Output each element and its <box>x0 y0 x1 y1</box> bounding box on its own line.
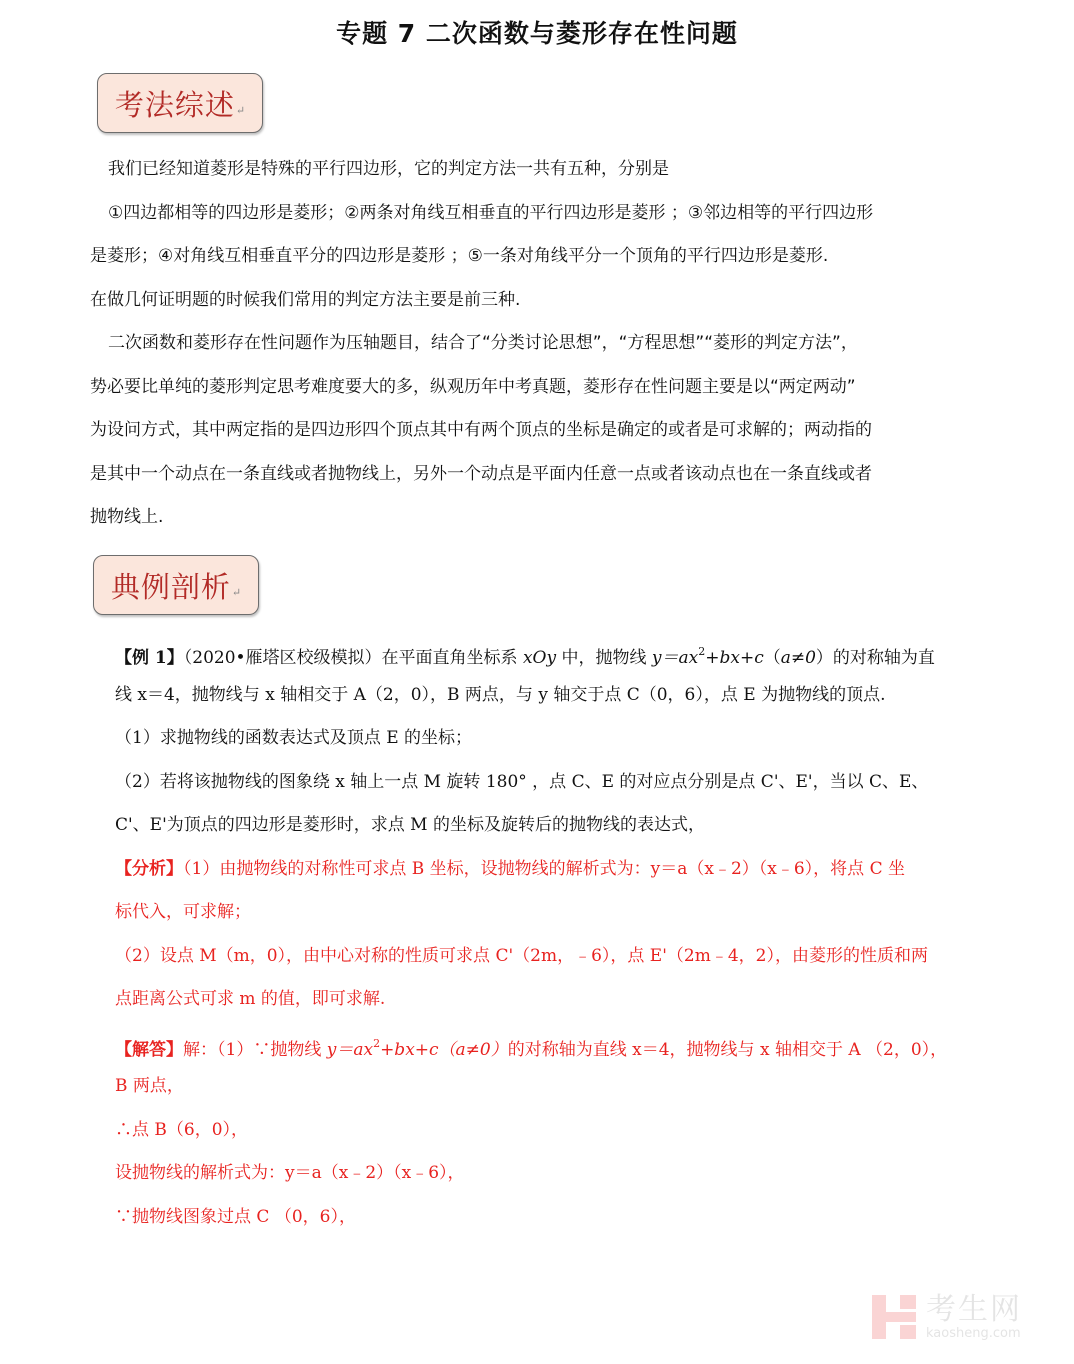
watermark <box>872 1290 1052 1344</box>
solution-tag: 【解答】 <box>115 1039 183 1060</box>
math-eq: a≠0 <box>780 648 816 668</box>
overview-line: 是其中一个动点在一条直线或者抛物线上，另外一个动点是平面内任意一点或者该动点也在一条直线或者 <box>90 463 872 484</box>
math-sup: 2 <box>698 645 706 658</box>
question-2-cont: C'、E'为顶点的四边形是菱形时，求点 M 的坐标及旋转后的抛物线的表达式， <box>115 815 705 835</box>
example-source: （2020•雁塔区校级模拟） <box>183 648 382 668</box>
section-header-label: 典例剖析 <box>110 569 231 604</box>
section-header-examples <box>93 555 259 615</box>
math-var: xOy <box>522 648 557 668</box>
overview-line: 为设问方式，其中两定指的是四边形四个顶点其中有两个顶点的坐标是确定的或者是可求解的；两动指的 <box>90 420 872 440</box>
math-sup: 2 <box>373 1036 381 1050</box>
example-text: ）的对称轴为直 <box>815 648 935 668</box>
solution-line-3: ∴点 B（6，0）， <box>115 1119 249 1140</box>
overview-paragraph <box>90 148 990 540</box>
example-line-2: 线 x＝4，抛物线与 x 轴相交于 A（2，0），B 两点，与 y 轴交于点 C（0，6），点 E 为抛物线的顶点. <box>115 684 886 705</box>
watermark-en: kaosheng.com <box>926 1325 1021 1341</box>
section-header-label: 考法综述 <box>114 87 235 122</box>
question-1: （1）求抛物线的函数表达式及顶点 E 的坐标； <box>115 728 473 748</box>
overview-line: 是菱形；④对角线互相垂直平分的四边形是菱形 ；⑤一条对角线平分一个顶角的平行四边形是菱形. <box>90 246 829 266</box>
example-text: 在平面直角坐标系 <box>381 648 523 668</box>
solution-text: 解：（1）∵抛物线 <box>183 1039 327 1060</box>
kaosheng-logo-icon <box>872 1295 916 1339</box>
analysis-line-4: 点距离公式可求 m 的值，即可求解. <box>115 989 386 1009</box>
page-title: 专题 7 二次函数与菱形存在性问题 <box>336 19 738 48</box>
overview-line: 在做几何证明题的时候我们常用的判定方法主要是前三种. <box>90 289 521 310</box>
example-text: （ <box>763 648 781 668</box>
example-text: 中，抛物线 <box>556 648 652 668</box>
math-eq: +bx+c（a≠0） <box>380 1039 508 1060</box>
analysis-line-2: 标代入，可求解； <box>115 902 251 922</box>
solution-line-2: B 两点， <box>115 1076 184 1096</box>
overview-line: 抛物线上. <box>90 507 164 527</box>
solution-text: 的对称轴为直线 x＝4，抛物线与 x 轴相交于 A （2，0）， <box>507 1039 948 1060</box>
section-header-overview <box>97 73 263 133</box>
solution-line-5: ∵抛物线图象过点 C （0，6）， <box>115 1206 356 1227</box>
overview-line: 势必要比单纯的菱形判定思考难度要大的多，纵观历年中考真题，菱形存在性问题主要是以“两定两动” <box>90 376 856 397</box>
watermark-cn: 考生网 <box>926 1291 1022 1327</box>
math-eq: +bx+c <box>705 648 764 668</box>
math-eq: y＝ax <box>326 1039 374 1060</box>
overview-line: ①四边都相等的四边形是菱形；②两条对角线互相垂直的平行四边形是菱形 ；③邻边相等的平行四边形 <box>108 202 874 223</box>
overview-line: 二次函数和菱形存在性问题作为压轴题目，结合了“分类讨论思想”，“方程思想”“菱形的判定方法”， <box>108 333 858 353</box>
solution-line-4: 设抛物线的解析式为：y＝a（x﹣2）（x﹣6）， <box>115 1163 465 1183</box>
math-eq: y＝ax <box>651 648 699 668</box>
example-tag: 【例 1】 <box>115 648 184 668</box>
paragraph-mark-icon: ↵ <box>231 585 242 599</box>
paragraph-mark-icon: ↵ <box>235 103 246 117</box>
example-line-1 <box>115 630 985 674</box>
overview-line: 我们已经知道菱形是特殊的平行四边形，它的判定方法一共有五种，分别是 <box>108 159 669 179</box>
analysis-tag: 【分析】 <box>115 858 183 879</box>
analysis-line-3: （2）设点 M（m，0），由中心对称的性质可求点 C'（2m，﹣6），点 E'（2m﹣4，2），由菱形的性质和两 <box>115 945 928 966</box>
analysis-text: （1）由抛物线的对称性可求点 B 坐标，设抛物线的解析式为：y＝a（x﹣2）（x﹣6），将点 C 坐 <box>183 858 905 879</box>
question-2: （2）若将该抛物线的图象绕 x 轴上一点 M 旋转 180° ，点 C、E 的对应点分别是点 C'、E'，当以 C、E、 <box>115 771 929 792</box>
analysis-line-1 <box>115 848 985 892</box>
solution-line-1 <box>115 1022 985 1066</box>
example-1 <box>115 630 985 1239</box>
